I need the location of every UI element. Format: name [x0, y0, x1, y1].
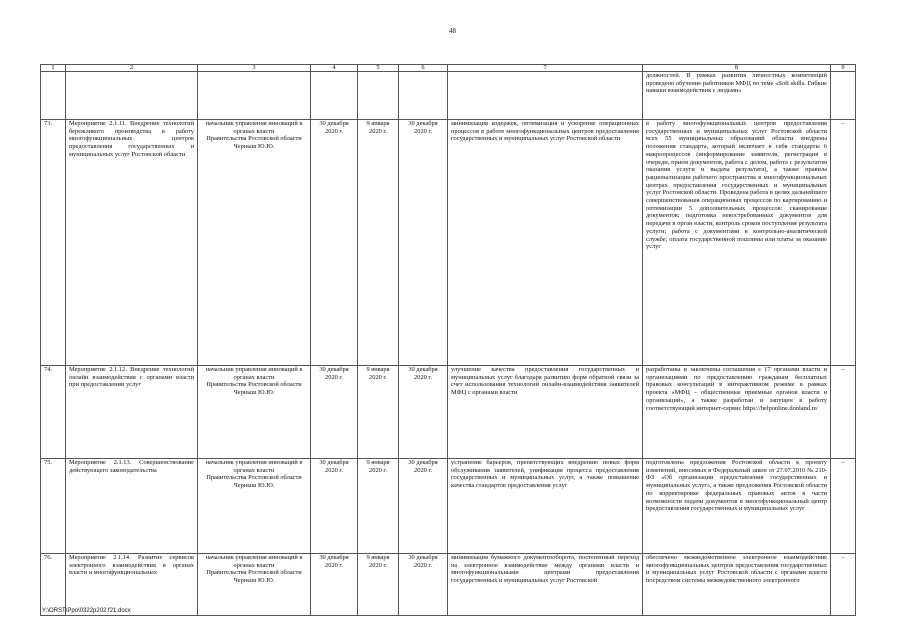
row-number: 76. — [41, 554, 66, 616]
actual-result-cell: подготовлены предложения Ростовской области к проекту изменений, вносимых в Федеральный закон от 27.07.2010 № 210-ФЗ «Об организации предоставления государственных и муниципальных услуг», а также предложения Ростовской области по корректировке федеральных правовых актов в части возможности подачи документов в многофункциональный центр предоставления государственных и муниципальных услуг — [643, 459, 831, 554]
event-cell: Мероприятие 2.1.13. Совершенствование действующего законодательства — [66, 459, 198, 554]
responsible-cell — [198, 366, 311, 459]
plan-date-cell: 30 декабря 2020 г. — [311, 120, 358, 366]
event-cell: Мероприятие 2.1.12. Внедрение технологий онлайн взаимодействия с органами власти при предоставлении услуг — [66, 366, 198, 459]
expected-result-cell: улучшение качества предоставления государственных и муниципальных услуг благодаря развитию форм обратной связи за счет использования технологий онлайн-взаимодействия заявителей МФЦ с органами власти — [448, 366, 643, 459]
start-date-cell: 9 января 2020 г. — [358, 459, 399, 554]
note-cell: – — [831, 366, 856, 459]
row-number: 74. — [41, 366, 66, 459]
expected-result-cell: минимизация издержек, оптимизация и ускорение операционных процессов в работе многофункциональных центров предоставления государственных и муниципальных услуг Ростовской области — [448, 120, 643, 366]
responsible-org: Правительства Ростовской области — [206, 135, 302, 143]
column-header: 8 — [643, 65, 831, 72]
column-header: 5 — [358, 65, 399, 72]
responsible-cell — [198, 554, 311, 616]
column-header: 9 — [831, 65, 856, 72]
responsible-position: начальник управления инноваций в органах власти — [205, 459, 303, 474]
actual-result-cell: разработаны и заключены соглашения с 17 органами власти и организациями по предоставлению гражданам бесплатных правовых консультаций в интерактивном режиме в рамках проекта «МФЦ – общественные приемные органов власти и организаций», а также разработан и запущен в работу соответствующий интернет-сервис https://helponline.donland.ru — [643, 366, 831, 459]
responsible-cell — [198, 459, 311, 554]
table-row — [41, 120, 856, 366]
responsible-org: Правительства Ростовской области — [206, 569, 302, 577]
responsible-position: начальник управления инноваций в органах власти — [205, 120, 303, 135]
table-header-row — [41, 65, 856, 72]
responsible-org: Правительства Ростовской области — [206, 381, 302, 389]
responsible-cell — [198, 120, 311, 366]
actual-result-cell: в работу многофункциональных центров предоставления государственных и муниципальных услуг Ростовской области всех 55 муниципальных образований области внедрены положения стандарта, который включает в себя стандарты 6 макропроцессов (информирование заявителя, регистрация в очереди, прием документов, работа с делом, работа с результатом оказания услуги и выдача результата), а также правила рационализации рабочего пространства в многофункциональных центрах предоставления государственных и муниципальных услуг Ростовской области. Проведена работа в целях дальнейшего совершенствования операционных процессов по картированию и оптимизации 5 дополнительных процессов: сканирование документов; подготовка невостребованных документов для передачи в орган власти; контроль сроков поступления результата услуги; работа с документами в контрольно-аналитической службе; оплата государственной пошлины или платы за оказание услуг — [643, 120, 831, 366]
responsible-person: Черныш Ю.Ю. — [233, 143, 275, 151]
table-row — [41, 366, 856, 459]
table-row — [41, 459, 856, 554]
actual-result-cell: обеспечено межведомственное электронное взаимодействие многофункциональных центров предоставления государственных и муниципальных услуг Ростовской области с органами власти посредством системы межведомственного электронного — [643, 554, 831, 616]
end-date-cell: 30 декабря 2020 г. — [399, 120, 448, 366]
responsible-person: Черныш Ю.Ю. — [233, 389, 275, 397]
responsible-position: начальник управления инноваций в органах власти — [205, 366, 303, 381]
column-header: 1 — [41, 65, 66, 72]
note-cell: – — [831, 459, 856, 554]
column-header: 6 — [399, 65, 448, 72]
row-number: 75. — [41, 459, 66, 554]
plan-date-cell: 30 декабря 2020 г. — [311, 554, 358, 616]
row-number: 73. — [41, 120, 66, 366]
note-cell: – — [831, 120, 856, 366]
responsible-org: Правительства Ростовской области — [206, 474, 302, 482]
start-date-cell: 9 января 2020 г. — [358, 120, 399, 366]
note-cell: – — [831, 554, 856, 616]
event-cell: Мероприятие 2.1.11. Внедрение технологий бережливого производства в работу многофункциональных центров предоставления государственных и муниципальных услуг Ростовской области — [66, 120, 198, 366]
file-path-footer: Y:\ORST\Ppo\0322p202.f21.docx — [42, 608, 131, 614]
responsible-person: Черныш Ю.Ю. — [233, 482, 275, 490]
responsible-person: Черныш Ю.Ю. — [233, 577, 275, 585]
plan-date-cell: 30 декабря 2020 г. — [311, 459, 358, 554]
responsible-position: начальник управления инноваций в органах власти — [205, 554, 303, 569]
table-row — [41, 72, 856, 120]
start-date-cell: 9 января 2020 г. — [358, 366, 399, 459]
expected-result-cell: минимизация бумажного документооборота, постепенный переход на электронное взаимодействие между органами власти и многофункциональными центрами предоставления государственных и муниципальных услуг Ростовской — [448, 554, 643, 616]
end-date-cell: 30 декабря 2020 г. — [399, 366, 448, 459]
column-header: 2 — [66, 65, 198, 72]
event-cell: Мероприятие 2.1.14. Развитие сервисов электронного взаимодействия в органах власти и многофункциональных — [66, 554, 198, 616]
report-table — [40, 64, 856, 616]
page-number: 48 — [449, 27, 456, 35]
column-header: 3 — [198, 65, 311, 72]
column-header: 7 — [448, 65, 643, 72]
table-row — [41, 554, 856, 616]
start-date-cell: 9 января 2020 г. — [358, 554, 399, 616]
continuation-cell: должностей. В рамках развития личностных компетенций проведено обучение работников МФЦ по теме «Soft skills. Гибкие навыки взаимодействия с людьми» — [643, 72, 831, 120]
plan-date-cell: 30 декабря 2020 г. — [311, 366, 358, 459]
expected-result-cell: устранение барьеров, препятствующих внедрению новых форм обслуживания заявителей, унификация процесса предоставления государственных и муниципальных услуг, а также повышение качества стандартов предоставления услуг — [448, 459, 643, 554]
end-date-cell: 30 декабря 2020 г. — [399, 459, 448, 554]
end-date-cell: 30 декабря 2020 г. — [399, 554, 448, 616]
column-header: 4 — [311, 65, 358, 72]
